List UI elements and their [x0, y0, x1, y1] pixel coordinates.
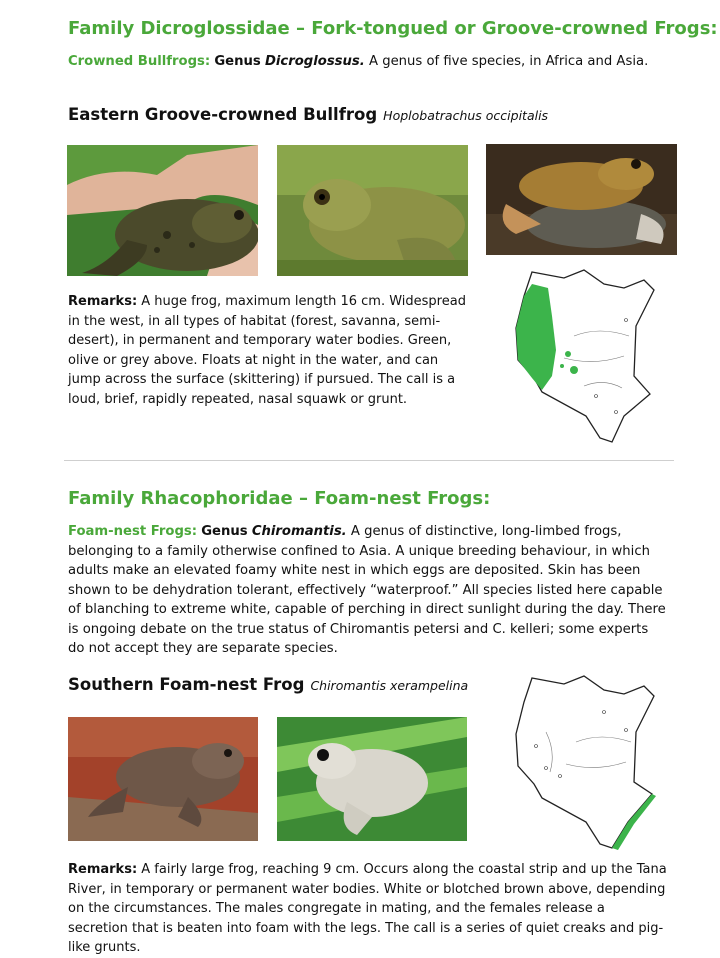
family-title-rhacophoridae: Family Rhacophoridae – Foam-nest Frogs: — [68, 488, 491, 509]
genus-word: Genus — [201, 524, 248, 539]
genus-word: Genus — [214, 54, 261, 69]
remarks-bullfrog — [68, 292, 470, 409]
remarks-label: Remarks: — [68, 294, 138, 309]
photo-foam-nest-frog-brown — [68, 717, 258, 841]
range-map-bullfrog — [504, 266, 666, 446]
genus-line-dicroglossus — [68, 53, 648, 71]
remarks-text: A huge frog, maximum length 16 cm. Widespread in the west, in all types of habitat (forest, savanna, semi-desert), in permanent and temporary water bodies. Green, olive or grey above. Floats at night in the water, and can jump across the surface (skittering) if pursued. The call is a loud, brief, rapidly repeated, nasal squawk or grunt. — [68, 294, 466, 407]
genus-name: Dicroglossus. — [264, 54, 365, 69]
species-common-name: Eastern Groove-crowned Bullfrog — [68, 105, 378, 124]
photo-foam-nest-frog-white — [277, 717, 467, 841]
range-map-foam-nest — [506, 672, 664, 852]
remarks-text: A fairly large frog, reaching 9 cm. Occurs along the coastal strip and up the Tana River, in temporary or permanent water bodies. White or blotched brown above, depending on the circumstances. The males congregate in mating, and the females release a secretion that is beaten into foam with the legs. The call is a series of quiet creaks and pig-like grunts. — [68, 862, 667, 955]
genus-block-chiromantis — [68, 522, 668, 659]
genus-description: A genus of distinctive, long-limbed frogs, belonging to a family otherwise confined to Asia. A unique breeding behaviour, in which adults make an elevated foamy white nest in which eggs are deposited. Skin has been shown to be dehydration tolerant, effectively “waterproof.” All species listed here capable of blanching to extreme white, capable of perching in direct sunlight during the day. There is ongoing debate on the true status of Chiromantis petersi and C. kelleri; some experts do not accept they are separate species. — [68, 524, 666, 656]
photo-bullfrog-pair — [486, 144, 677, 255]
genus-label: Crowned Bullfrogs: — [68, 54, 211, 69]
genus-label: Foam-nest Frogs: — [68, 524, 198, 539]
section-divider — [64, 460, 674, 461]
genus-description: A genus of five species, in Africa and Asia. — [368, 54, 649, 69]
species-scientific-name: Chiromantis xerampelina — [310, 678, 469, 693]
genus-name: Chiromantis. — [251, 524, 347, 539]
family-title-dicroglossidae: Family Dicroglossidae – Fork-tongued or Groove-crowned Frogs: — [68, 18, 718, 39]
photo-bullfrog-on-grass — [277, 145, 468, 276]
remarks-label: Remarks: — [68, 862, 138, 877]
remarks-foam-nest — [68, 860, 668, 958]
photo-bullfrog-in-hand — [67, 145, 258, 276]
species-scientific-name: Hoplobatrachus occipitalis — [383, 108, 549, 123]
species-heading-foam-nest — [68, 675, 468, 694]
species-common-name: Southern Foam-nest Frog — [68, 675, 305, 694]
species-heading-bullfrog — [68, 105, 548, 124]
